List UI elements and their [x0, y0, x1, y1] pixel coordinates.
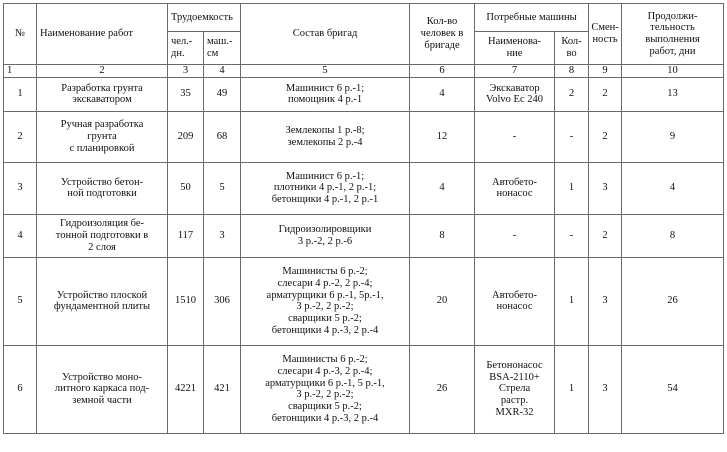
table-row	[4, 111, 724, 162]
crew-size: 4	[410, 162, 475, 214]
man-days: 117	[168, 214, 204, 257]
machine-shifts: 5	[204, 162, 241, 214]
crew-size: 12	[410, 111, 475, 162]
column-number: 5	[241, 65, 410, 78]
duration-days: 13	[622, 77, 724, 111]
header-labor-machine-shifts: маш.- см	[204, 32, 241, 65]
duration-days: 9	[622, 111, 724, 162]
machine-name: Бетононасос BSA-2110+ Стрела растр. MXR-32	[475, 345, 555, 433]
crew-composition: Машинист 6 р.-1; помощник 4 р.-1	[241, 77, 410, 111]
column-number: 9	[589, 65, 622, 78]
table-row	[4, 257, 724, 345]
table-row	[4, 162, 724, 214]
column-number: 1	[4, 65, 37, 78]
machine-name: Автобето- нонасос	[475, 162, 555, 214]
crew-composition: Машинисты 6 р.-2; слесари 4 р.-3, 2 р.-4; арматурщики 6 р.-1, 5 р.-1, 3 р.-2, 2 р.-2; сварщики 5 р.-2; бетонщики 4 р.-3, 2 р.-4	[241, 345, 410, 433]
shift-count: 2	[589, 214, 622, 257]
header-shifts: Смен- ность	[589, 4, 622, 65]
column-number: 2	[37, 65, 168, 78]
column-number: 6	[410, 65, 475, 78]
column-number: 4	[204, 65, 241, 78]
shift-count: 2	[589, 77, 622, 111]
column-number: 8	[555, 65, 589, 78]
row-number: 5	[4, 257, 37, 345]
duration-days: 26	[622, 257, 724, 345]
row-number: 1	[4, 77, 37, 111]
header-people: Кол-во человек в бригаде	[410, 4, 475, 65]
header-crew: Состав бригад	[241, 4, 410, 65]
header-row-1	[4, 4, 724, 32]
duration-days: 8	[622, 214, 724, 257]
duration-days: 54	[622, 345, 724, 433]
row-number: 6	[4, 345, 37, 433]
shift-count: 3	[589, 257, 622, 345]
duration-days: 4	[622, 162, 724, 214]
header-work-name: Наименование работ	[37, 4, 168, 65]
crew-composition: Машинист 6 р.-1; плотники 4 р.-1, 2 р.-1; бетонщики 4 р.-1, 2 р.-1	[241, 162, 410, 214]
man-days: 35	[168, 77, 204, 111]
table-row	[4, 345, 724, 433]
table-row	[4, 214, 724, 257]
man-days: 1510	[168, 257, 204, 345]
shift-count: 2	[589, 111, 622, 162]
row-number: 4	[4, 214, 37, 257]
machine-shifts: 306	[204, 257, 241, 345]
header-duration: Продолжи- тельность выполнения работ, дни	[622, 4, 724, 65]
crew-size: 26	[410, 345, 475, 433]
column-number: 3	[168, 65, 204, 78]
machine-name: -	[475, 214, 555, 257]
machine-name: Автобето- нонасос	[475, 257, 555, 345]
machine-qty: 2	[555, 77, 589, 111]
man-days: 50	[168, 162, 204, 214]
work-name: Устройство плоской фундаментной плиты	[37, 257, 168, 345]
crew-composition: Гидроизолировщики 3 р.-2, 2 р.-6	[241, 214, 410, 257]
table-row	[4, 77, 724, 111]
crew-composition: Машинисты 6 р.-2; слесари 4 р.-2, 2 р.-4; арматурщики 6 р.-1, 5р.-1, 3 р.-2, 2 р.-2; сварщики 5 р.-2; бетонщики 4 р.-3, 2 р.-4	[241, 257, 410, 345]
work-name: Устройство бетон- ной подготовки	[37, 162, 168, 214]
machine-shifts: 49	[204, 77, 241, 111]
work-name: Ручная разработка грунта с планировкой	[37, 111, 168, 162]
work-name: Разработка грунта экскаватором	[37, 77, 168, 111]
crew-composition: Землекопы 1 р.-8; землекопы 2 р.-4	[241, 111, 410, 162]
header-machine-qty: Кол- во	[555, 32, 589, 65]
header-machine-name: Наименова- ние	[475, 32, 555, 65]
machine-qty: 1	[555, 257, 589, 345]
machine-qty: -	[555, 111, 589, 162]
machine-qty: 1	[555, 162, 589, 214]
row-number: 2	[4, 111, 37, 162]
column-number-row	[4, 65, 724, 78]
column-number: 10	[622, 65, 724, 78]
shift-count: 3	[589, 162, 622, 214]
machine-name: Экскаватор Volvo Ec 240	[475, 77, 555, 111]
man-days: 4221	[168, 345, 204, 433]
crew-size: 4	[410, 77, 475, 111]
machine-name: -	[475, 111, 555, 162]
machine-qty: 1	[555, 345, 589, 433]
header-labor: Трудоемкость	[168, 4, 241, 32]
machine-qty: -	[555, 214, 589, 257]
machine-shifts: 421	[204, 345, 241, 433]
crew-size: 8	[410, 214, 475, 257]
column-number: 7	[475, 65, 555, 78]
crew-size: 20	[410, 257, 475, 345]
man-days: 209	[168, 111, 204, 162]
header-num: №	[4, 4, 37, 65]
work-name: Устройство моно- литного каркаса под- земной части	[37, 345, 168, 433]
work-schedule-table	[3, 3, 724, 434]
machine-shifts: 68	[204, 111, 241, 162]
header-machines: Потребные машины	[475, 4, 589, 32]
machine-shifts: 3	[204, 214, 241, 257]
header-labor-man-days: чел.- дн.	[168, 32, 204, 65]
work-name: Гидроизоляция бе- тонной подготовки в 2 слоя	[37, 214, 168, 257]
shift-count: 3	[589, 345, 622, 433]
row-number: 3	[4, 162, 37, 214]
